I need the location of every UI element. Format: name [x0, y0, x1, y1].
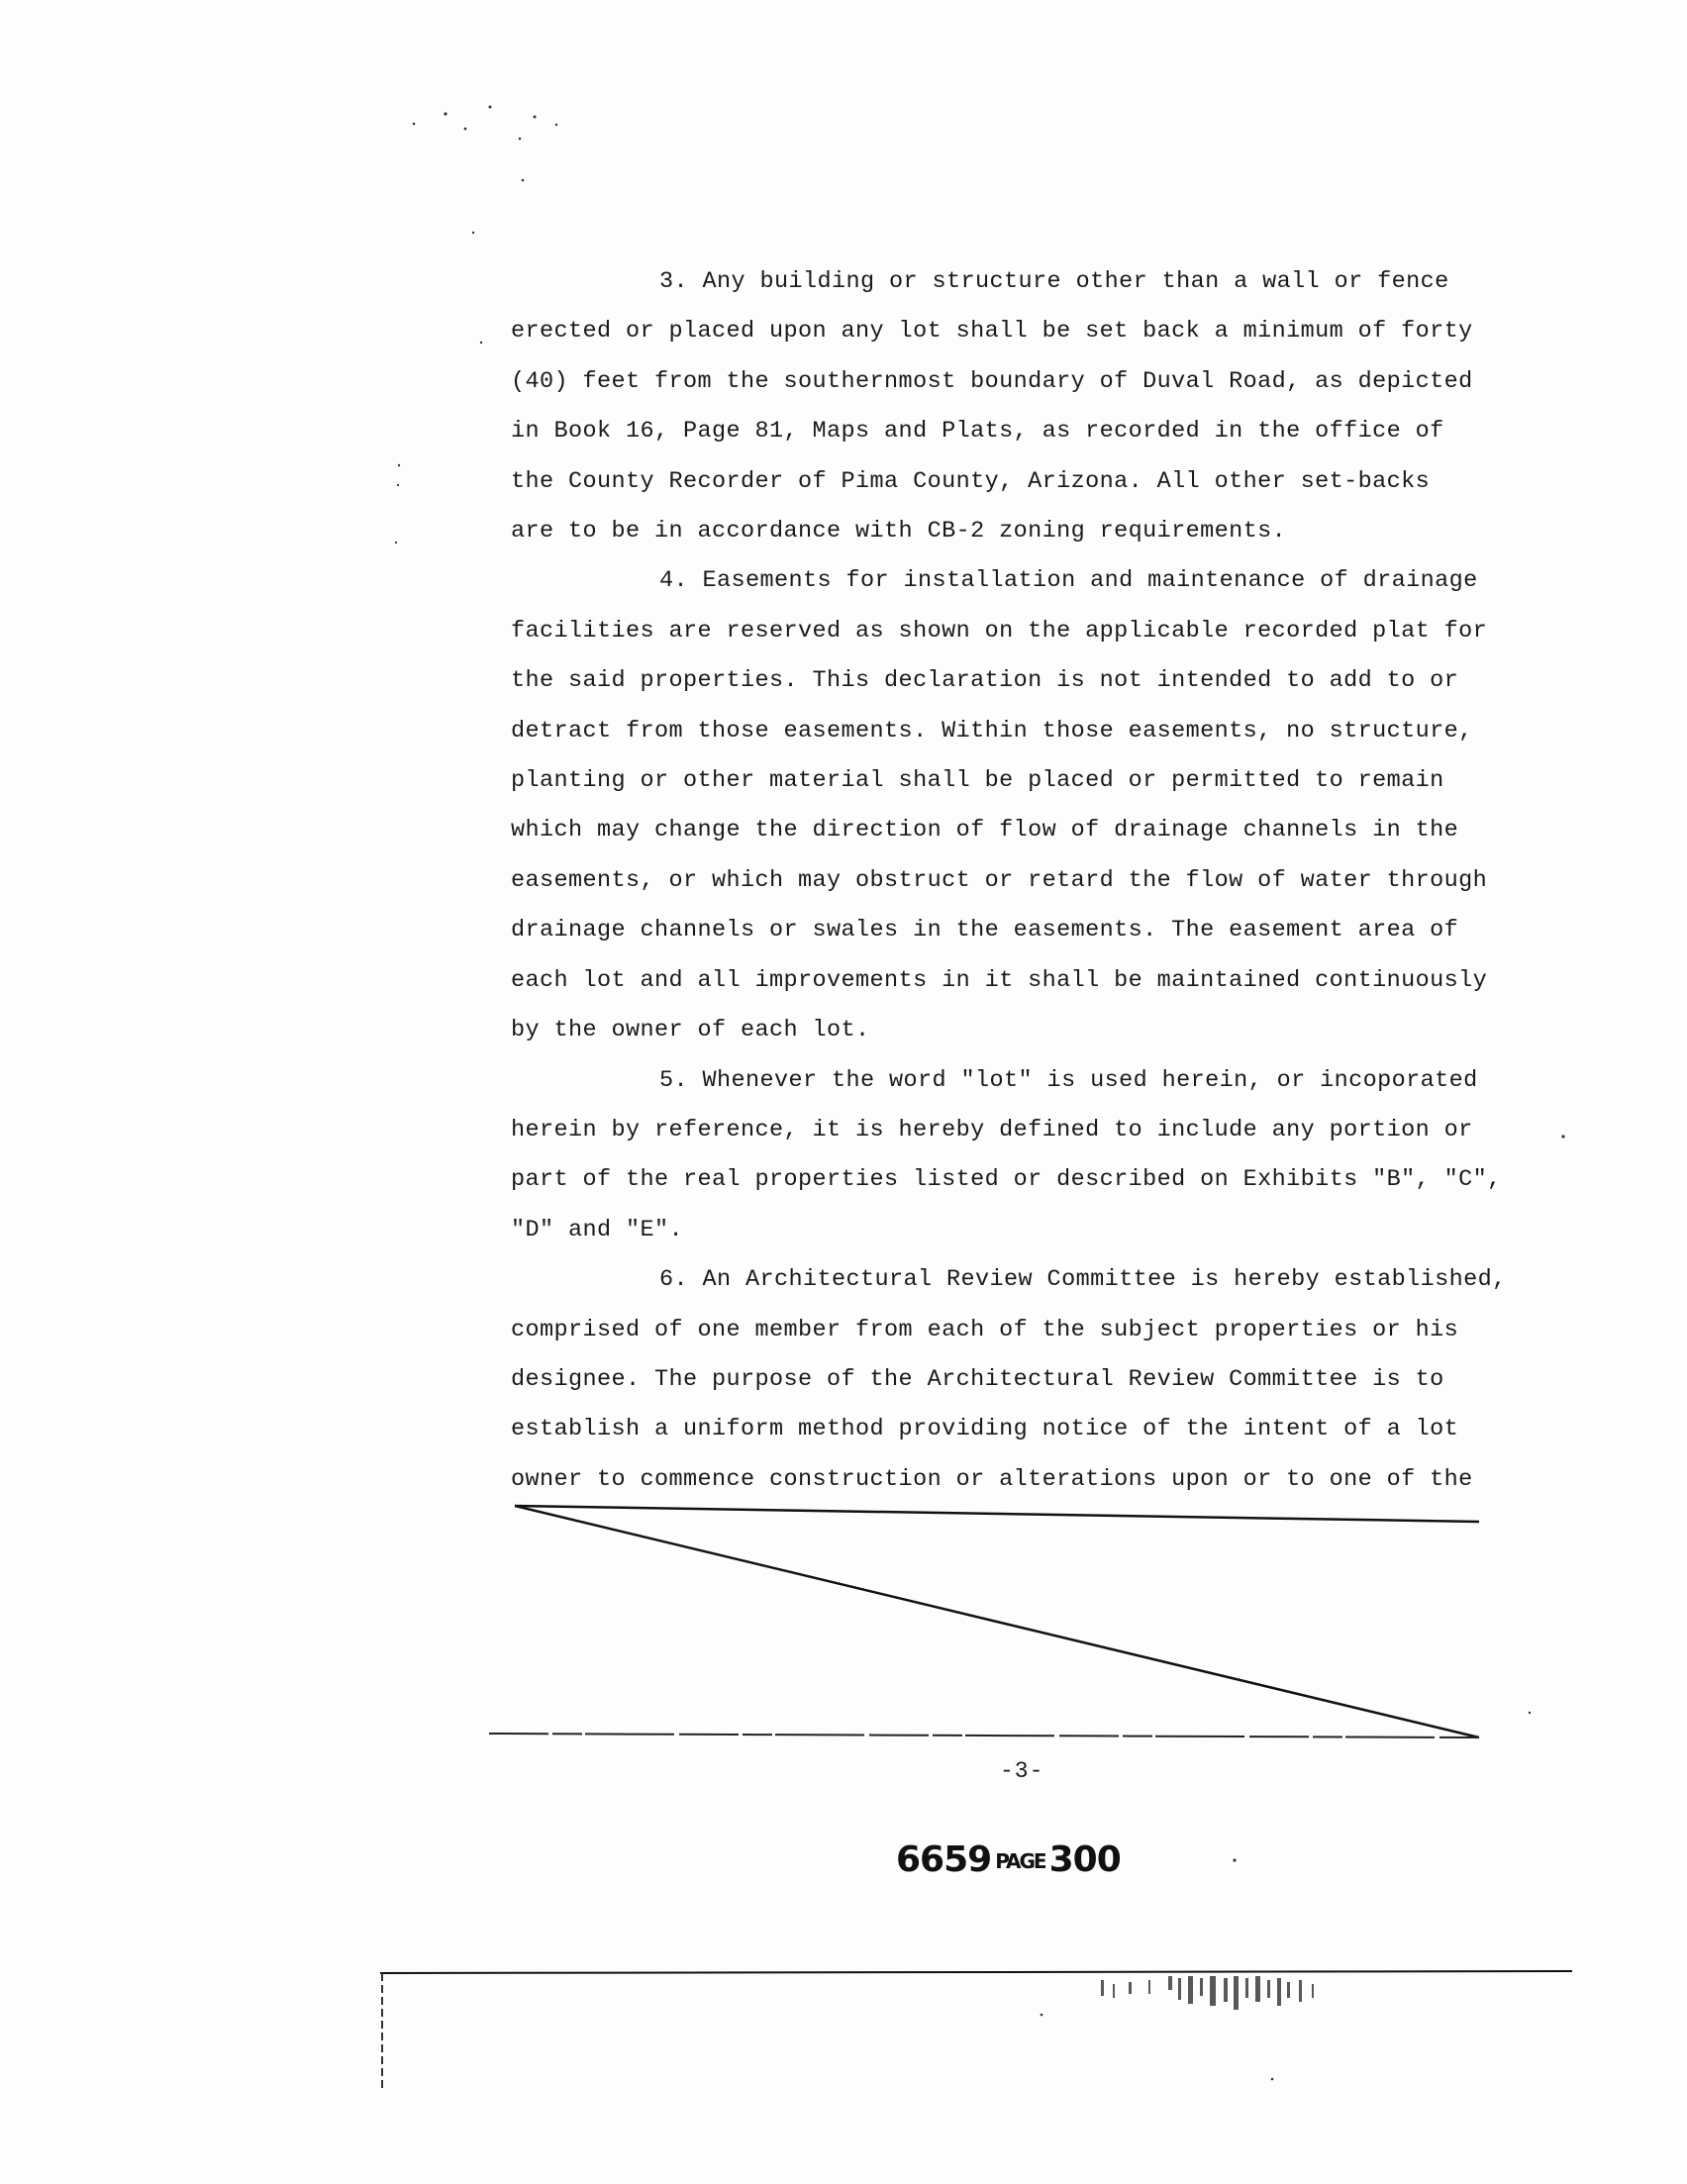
- text-line: 6. An Architectural Review Committee is hereby established,: [659, 1266, 1507, 1294]
- text-line: which may change the direction of flow of drainage channels in the: [511, 817, 1459, 844]
- closing-diagonal-line: [515, 1506, 1479, 1737]
- text-line: detract from those easements. Within those easements, no structure,: [511, 717, 1473, 745]
- text-line: planting or other material shall be placed or permitted to remain: [511, 767, 1444, 795]
- text-line: 5. Whenever the word "lot" is used herein, or incoporated: [659, 1066, 1478, 1094]
- text-line: part of the real properties listed or described on Exhibits "B", "C",: [511, 1166, 1502, 1194]
- text-line: the County Recorder of Pima County, Arizona. All other set-backs: [511, 467, 1431, 495]
- recording-page-number: 300: [1048, 1839, 1121, 1880]
- text-line: comprised of one member from each of the subject properties or his: [511, 1316, 1459, 1343]
- text-line: drainage channels or swales in the easements. The easement area of: [511, 917, 1459, 944]
- text-line: easements, or which may obstruct or retard the flow of water through: [511, 866, 1488, 894]
- recording-book-number: 6659: [896, 1839, 992, 1880]
- closing-top-line: [515, 1506, 1479, 1522]
- scan-speckles: [395, 106, 1565, 2081]
- text-line: 3. Any building or structure other than a wall or fence: [659, 268, 1449, 295]
- text-line: herein by reference, it is hereby defined to include any portion or: [511, 1116, 1473, 1143]
- text-line: each lot and all improvements in it shall be maintained continuously: [511, 966, 1488, 994]
- closing-bottom-line: [489, 1734, 1479, 1737]
- text-line: designee. The purpose of the Architectural Review Committee is to: [511, 1365, 1444, 1393]
- text-line: are to be in accordance with CB-2 zoning requirements.: [511, 518, 1287, 546]
- page-number: -3-: [1000, 1758, 1044, 1784]
- text-line: facilities are reserved as shown on the applicable recorded plat for: [511, 617, 1488, 645]
- recording-stamp: [896, 1839, 1121, 1880]
- text-line: the said properties. This declaration is not intended to add to or: [511, 667, 1459, 695]
- text-line: establish a uniform method providing notice of the intent of a lot: [511, 1416, 1459, 1443]
- text-line: owner to commence construction or alterations upon or to one of the: [511, 1465, 1473, 1493]
- text-line: in Book 16, Page 81, Maps and Plats, as recorded in the office of: [511, 418, 1444, 446]
- recording-page-label: PAGE: [995, 1849, 1045, 1873]
- scan-smudge: [1101, 1976, 1314, 2010]
- text-line: (40) feet from the southernmost boundary of Duval Road, as depicted: [511, 367, 1473, 395]
- text-line: by the owner of each lot.: [511, 1017, 870, 1044]
- text-line: "D" and "E".: [511, 1216, 684, 1243]
- scan-edge-line: [380, 1971, 1572, 1973]
- text-line: 4. Easements for installation and maintenance of drainage: [659, 567, 1478, 595]
- text-line: erected or placed upon any lot shall be set back a minimum of forty: [511, 318, 1473, 346]
